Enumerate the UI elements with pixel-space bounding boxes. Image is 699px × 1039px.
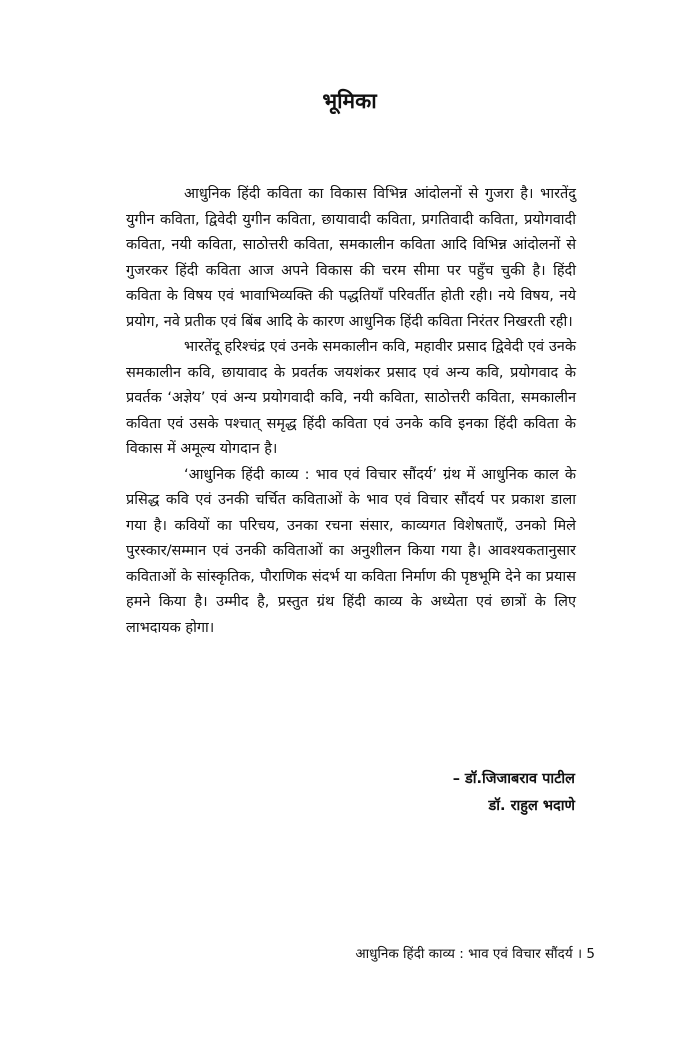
paragraph-2: भारतेंदू हरिश्चंद्र एवं उनके समकालीन कवि, महावीर प्रसाद द्विवेदी एवं उनके समकालीन कवि, छायावाद के प्रवर्तक जयशंकर प्रसाद एवं अन्य कवि, प्रयोगवाद के प्रवर्तक ‘अज्ञेय’ एवं अन्य प्रयोगवादी कवि, नयी कविता, साठोत्तरी कविता, समकालीन कविता एवं उसके पश्चात् समृद्ध हिंदी कविता एवं उनके कवि इनका हिंदी कविता के विकास में अमूल्य योगदान है।: [126, 339, 576, 457]
page-title: भूमिका: [322, 89, 377, 113]
footer-book-title: आधुनिक हिंदी काव्य : भाव एवं विचार सौंदर्य: [355, 946, 573, 962]
preface-body: [126, 182, 576, 641]
page-number: 5: [586, 946, 595, 962]
author-signature-1: – डॉ.जिजाबराव पाटील: [452, 771, 575, 787]
page-footer: [355, 944, 595, 964]
paragraph-3: ‘आधुनिक हिंदी काव्य : भाव एवं विचार सौंदर्य’ ग्रंथ में आधुनिक काल के प्रसिद्ध कवि एवं उनकी चर्चित कविताओं के भाव एवं विचार सौंदर्य पर प्रकाश डाला गया है। कवियों का परिचय, उनका रचना संसार, काव्यगत विशेषताएँ, उनको मिले पुरस्कार/सम्मान एवं उनकी कविताओं का अनुशीलन किया गया है। आवश्यकतानुसार कविताओं के सांस्कृतिक, पौराणिक संदर्भ या कविता निर्माण की पृष्ठभूमि देने का प्रयास हमने किया है। उम्मीद है, प्रस्तुत ग्रंथ हिंदी काव्य के अध्येता एवं छात्रों के लिए लाभदायक होगा।: [126, 466, 576, 636]
author-signature-2: डॉ. राहुल भदाणे: [488, 798, 575, 814]
signature-block: [245, 766, 575, 820]
footer-separator: ।: [576, 946, 583, 962]
paragraph-1: आधुनिक हिंदी कविता का विकास विभिन्न आंदोलनों से गुजरा है। भारतेंदु युगीन कविता, द्विवेदी युगीन कविता, छायावादी कविता, प्रगतिवादी कविता, प्रयोगवादी कविता, नयी कविता, साठोत्तरी कविता, समकालीन कविता आदि विभिन्न आंदोलनों से गुजरकर हिंदी कविता आज अपने विकास की चरम सीमा पर पहुँच चुकी है। हिंदी कविता के विषय एवं भावाभिव्यक्ति की पद्धतियाँ परिवर्तीत होती रही। नये विषय, नये प्रयोग, नवे प्रतीक एवं बिंब आदि के कारण आधुनिक हिंदी कविता निरंतर निखरती रही।: [126, 186, 576, 330]
